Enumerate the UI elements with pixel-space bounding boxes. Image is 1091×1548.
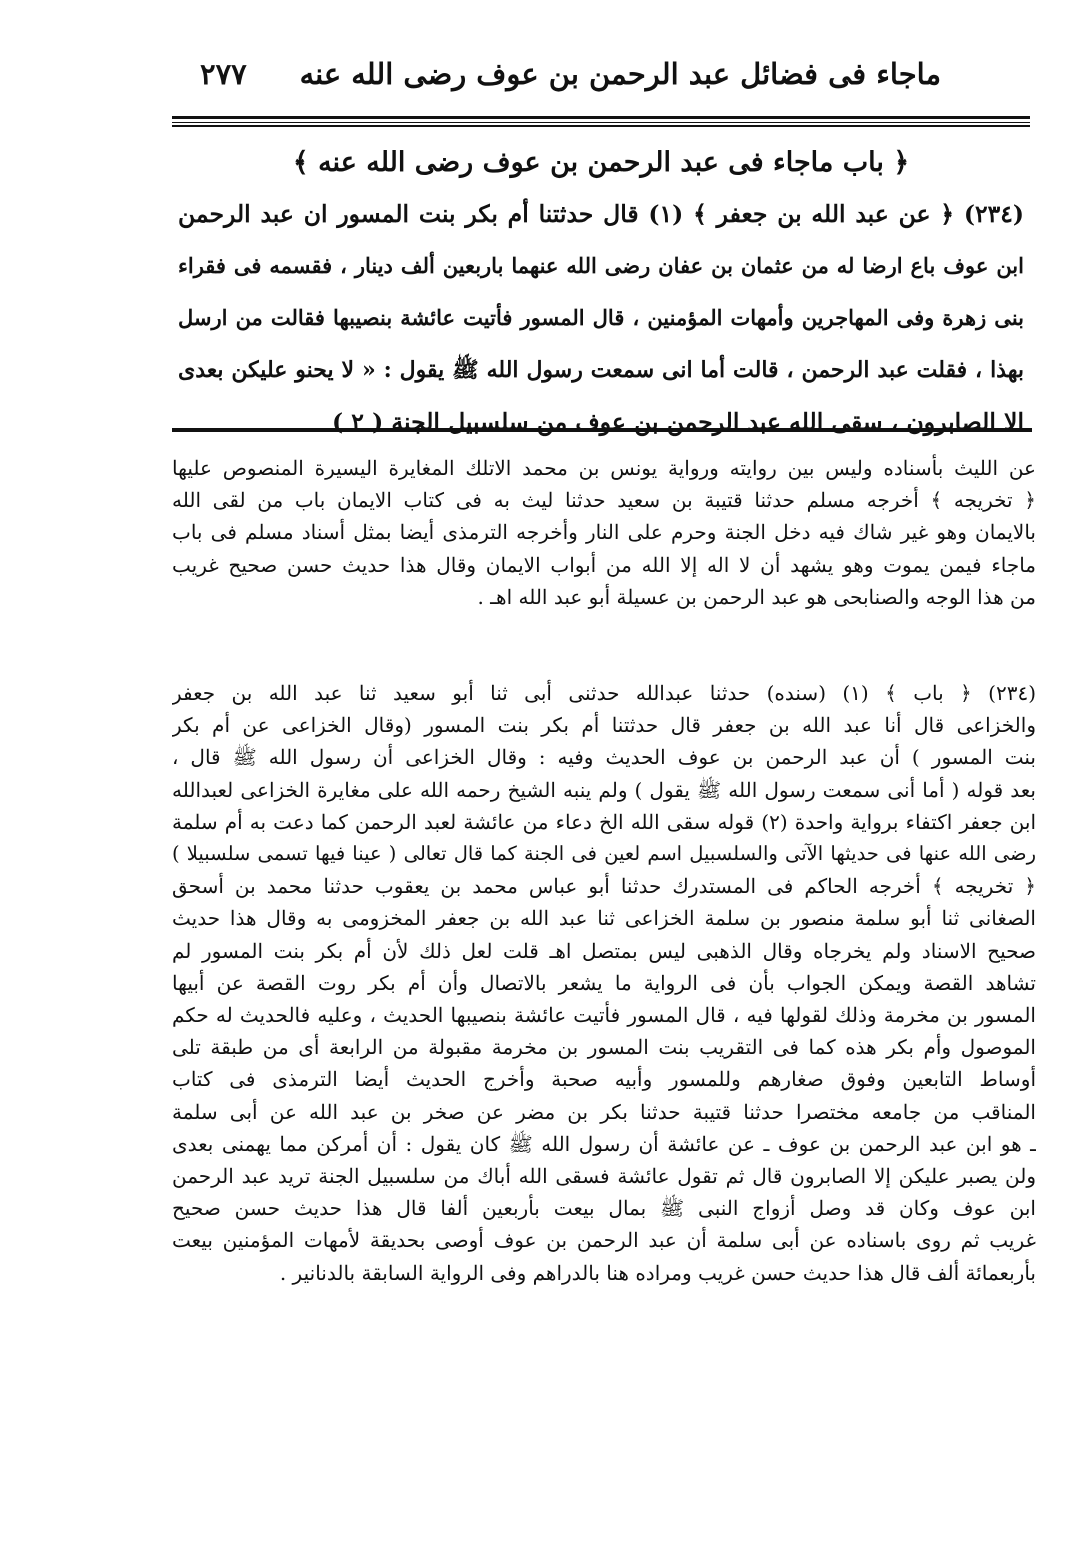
commentary-line: الموصول وأم بكر هذه كما فى التقريب بنت المسور بن مخرمة مقبولة من الرابعة أى من طبقة تلى xyxy=(172,1035,1036,1060)
commentary-line: رضى الله عنها فى حديثها الآتى والسلسبيل اسم لعين فى الجنة كما قال تعالى ( عينا فيها تسمى سلسبيلا ) xyxy=(172,842,1036,866)
commentary-line: الصغانى ثنا أبو سلمة منصور بن سلمة الخزاعى ثنا عبد الله بن جعفر المخزومى به وقال هذا حديث xyxy=(172,906,1036,931)
main-text-line: الا الصابرون ، سقى الله عبد الرحمن بن عوف من سلسبيل الجنة ( ٢ ) xyxy=(331,408,1024,436)
commentary-line: تشاهد القصة ويمكن الجواب بأن فى الرواية ما يشعر بالاتصال وأن أم بكر روت القصة عن أبيها xyxy=(172,970,1036,995)
commentary-line: ـ هو ابن عبد الرحمن بن عوف ـ عن عائشة أن رسول الله ﷺ كان يقول : أن أمركن مما يهمنى بعدى xyxy=(172,1131,1036,1156)
commentary-line: بعد قوله ( أما أنى سمعت رسول الله ﷺ يقول ) ولم ينبه الشيخ رحمه الله على مغايرة الخزاعى لعبدالله xyxy=(172,777,1036,802)
main-text-line: بهذا ، فقلت عبد الرحمن ، قالت أما انى سمعت رسول الله ﷺ يقول : « لا يحنو عليكن بعدى xyxy=(178,357,1024,383)
commentary-line: غريب ثم روى باسناده عن أبى سلمة أن عبد الرحمن بن عوف أوصى بحديقة لأمهات المؤمنين بيعت xyxy=(172,1228,1036,1253)
commentary-line: المسور بن مخرمة وذلك لقولها فيه ، قال المسور فأتيت عائشة بنصيبها الحديث ، وعليه فالحديث له حكم xyxy=(172,1003,1036,1028)
commentary-block-2 xyxy=(172,677,1036,1289)
page-number: ٢٧٧ xyxy=(200,57,247,91)
running-title: ماجاء فى فضائل عبد الرحمن بن عوف رضى الله عنه xyxy=(299,57,941,91)
commentary-line: بنت المسور ) أن عبد الرحمن بن عوف الحديث وفيه : وقال الخزاعى أن رسول الله ﷺ قال ، xyxy=(172,745,1036,770)
running-header xyxy=(160,52,941,96)
commentary-line: صحيح الاسناد ولم يخرجاه وقال الذهبى ليس بمتصل اهـ قلت لعل ذلك لأن أم بكر بنت المسور لم xyxy=(172,938,1036,963)
commentary-line: عن الليث بأسناده وليس بين روايته ورواية يونس بن محمد الاتلك المغايرة اليسيرة المنصوص عليها xyxy=(172,456,1036,480)
commentary-line: أوساط التابعين وفوق صغارهم وللمسور وأبيه صحبة وأخرج الحديث أيضا الترمذى فى كتاب xyxy=(172,1067,1036,1092)
commentary-line: المناقب من جامعه مختصرا حدثنا قتيبة حدثنا بكر بن مضر عن صخر بن عبد الله عن أبى سلمة xyxy=(172,1099,1036,1124)
commentary-line: ﴿ تخريجه ﴾ أخرجه الحاكم فى المستدرك حدثنا أبو عباس محمد بن يعقوب حدثنا محمد بن أسحق xyxy=(172,874,1036,899)
header-rule-thin xyxy=(172,125,1030,127)
commentary-line: ابن عوف وكان قد وصل أزواج النبى ﷺ بمال بيعت بأربعين ألفا قال هذا حديث حسن صحيح xyxy=(172,1196,1036,1221)
commentary-line: والخزاعى قال أنا عبد الله بن جعفر قال حدثتنا أم بكر بنت المسور (وقال الخزاعى عن أم بكر xyxy=(172,713,1036,738)
commentary-line: (٢٣٤) ﴿ باب ﴾ (١) (سنده) حدثنا عبدالله حدثنى أبى ثنا أبو سعيد ثنا عبد الله بن جعفر xyxy=(172,681,1036,705)
main-text-line: ابن عوف باع ارضا له من عثمان بن عفان رضى الله عنهما باربعين ألف دينار ، فقسمه فى فقراء xyxy=(178,253,1024,278)
commentary-line: ماجاء فيمن يموت وهو يشهد أن لا اله إلا الله من أبواب الايمان وقال هذا حديث حسن صحيح غريب xyxy=(172,552,1036,577)
section-divider xyxy=(172,428,1032,432)
commentary-line: من هذا الوجه والصنابحى هو عبد الرحمن بن عسيلة أبو عبد الله اهـ . xyxy=(477,584,1036,609)
commentary-line: ولن يصبر عليكن إلا الصابرون قال ثم تقول عائشة فسقى الله أباك من سلسبيل الجنة تريد عبد الرحمن xyxy=(172,1164,1036,1189)
main-text-line: بنى زهرة وفى المهاجرين وأمهات المؤمنين ، قال المسور فأتيت عائشة بنصيبها فقالت من ارسل xyxy=(178,305,1024,330)
commentary-line: بالايمان وهو غير شاك فيه دخل الجنة وحرم على النار وأخرجه الترمذى أيضا بمثل أسناد مسلم فى باب xyxy=(172,520,1036,545)
commentary-line: بأربعمائة ألف قال هذا حديث حسن غريب ومراده هنا بالدراهم وفى الرواية السابقة بالدنانير . xyxy=(279,1260,1036,1285)
header-rule xyxy=(172,116,1030,123)
commentary-block-1 xyxy=(172,452,1036,613)
chapter-heading: ﴿ باب ماجاء فى عبد الرحمن بن عوف رضى الله عنه ﴾ xyxy=(292,147,910,178)
commentary-line: ابن جعفر اكتفاء برواية واحدة (٢) قوله سقى الله الخ دعاء من عائشة لعبد الرحمن كما دعت به أم سلمة xyxy=(172,809,1036,834)
main-text xyxy=(178,138,1024,448)
main-text-line: (٢٣٤) ﴿ عن عبد الله بن جعفر ﴾ (١) قال حدثتنا أم بكر بنت المسور ان عبد الرحمن xyxy=(178,200,1024,228)
commentary-line: ﴿ تخريجه ﴾ أخرجه مسلم حدثنا قتيبة بن سعيد حدثنا ليث به فى كتاب الايمان باب من لقى الله xyxy=(172,488,1036,513)
